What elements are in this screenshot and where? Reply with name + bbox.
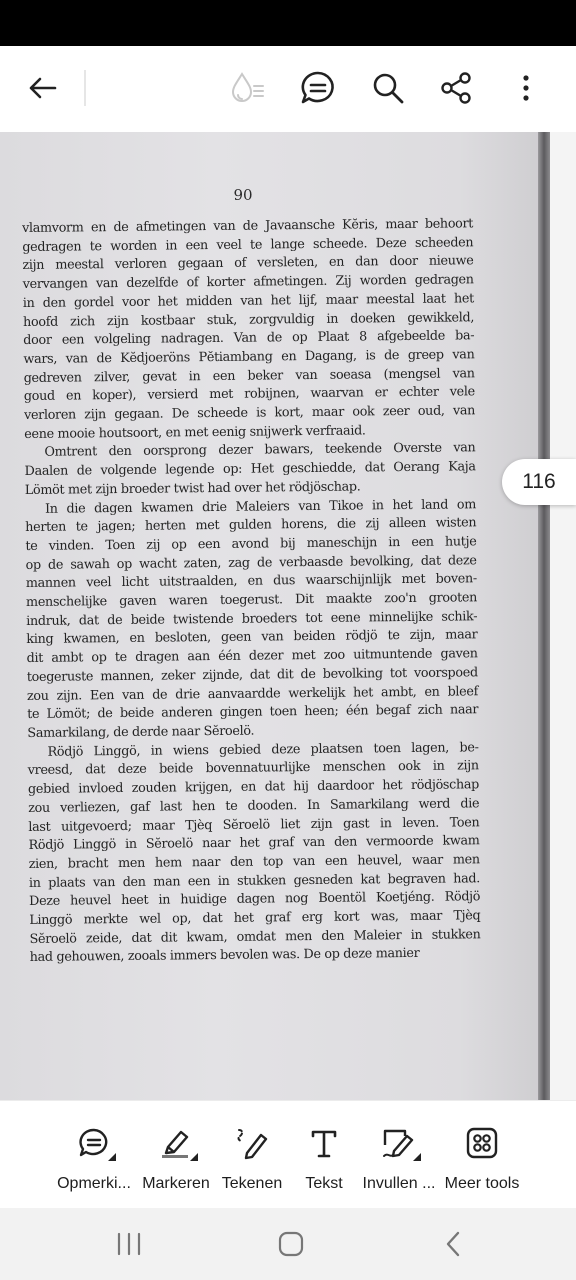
text-line: vreesd, dat deze beide bovennatuurlijke menschen ook in zijn xyxy=(27,758,479,779)
grid-tools-icon xyxy=(462,1123,502,1163)
text-line: vlamvorm en de afmetingen van de Javaansche Kĕris, maar behoort xyxy=(22,216,474,236)
text-line: had gehouwen, zooals immers bevolen was. De op deze manier xyxy=(29,946,420,966)
text-line: op de sawah op wacht zaten, zag de verbaasde bevolking, dat deze xyxy=(25,552,477,573)
menu-indicator xyxy=(413,1153,421,1161)
text-line: king kwamen, en besloten, geen van beiden rödjö te zijn, maar xyxy=(26,627,478,648)
toolbar-divider xyxy=(84,70,86,106)
liquid-mode-icon[interactable] xyxy=(226,66,270,110)
text-line: dit ambt op te dragen aan één dezer met zoo uitmuntende gaven xyxy=(26,646,478,667)
text-line: zou zijn. Een van de drie aanvaardde werkelijk het ambt, en bleef xyxy=(26,683,479,704)
text-line: in plaats van den man een in stukken gesneden kat begraven had. xyxy=(28,870,480,891)
text-line: Rödjö Linggö, in wiens gebied deze plaatsen toen lagen, be- xyxy=(47,739,479,760)
draw-pencil-icon xyxy=(232,1123,272,1163)
text-line: Samarkilang, de derde naar Sĕroelö. xyxy=(27,723,255,741)
system-nav-bar xyxy=(0,1208,576,1280)
tool-invullen[interactable] xyxy=(356,1101,442,1209)
text-line: Deze heuvel heet in huidige dagen nog Boentöl Koetjéng. Rödjö xyxy=(29,889,481,910)
top-toolbar xyxy=(0,46,576,132)
recent-apps-icon[interactable] xyxy=(104,1224,154,1264)
text-line: In die dagen kwamen drie Maleiers van Tikoe in het land om xyxy=(44,496,477,517)
text-line: zijn meestal verloren gegaan of versleten, en dan door nieuwe xyxy=(22,253,474,274)
text-line: gedreven zilver, gevat in een beker van soeasa (mengsel van xyxy=(23,365,475,386)
more-vertical-icon[interactable] xyxy=(504,66,548,110)
tool-label: Tekst xyxy=(305,1175,343,1192)
document-viewer[interactable] xyxy=(0,132,576,1100)
arrow-left-icon[interactable] xyxy=(20,66,64,110)
tool-meer-tools[interactable] xyxy=(440,1101,524,1209)
text-line: mannen veel licht uitstraalden, en dus waarschijnlijk met boven- xyxy=(25,571,477,592)
tool-tekenen[interactable] xyxy=(218,1101,286,1209)
tool-markeren[interactable] xyxy=(138,1101,214,1209)
page-indicator[interactable]: 116 xyxy=(502,459,576,505)
home-icon[interactable] xyxy=(266,1224,316,1264)
text-line: gedragen te worden in een veel te lange scheede. Deze scheeden xyxy=(22,234,474,255)
text-line: Sĕroelö zeide, dat dit kwam, omdat men den Maleier in stukken xyxy=(29,926,481,947)
tool-label: Tekenen xyxy=(221,1175,283,1192)
text-line: eene mooie houtsoort, en met eenig snijwerk verfraaid. xyxy=(24,423,366,442)
tool-label: Markeren xyxy=(142,1175,210,1192)
text-line: door een volgeling nadragen. Van de op Plaat 8 afgebeelde ba- xyxy=(23,328,475,349)
fill-sign-icon xyxy=(379,1123,419,1163)
text-line: goud en koper), versierd met robijnen, waarvan er echter vele xyxy=(23,384,475,405)
text-line: zien, bracht men hem naar den top van een heuvel, waar men xyxy=(28,852,480,872)
tool-label: Invullen ... xyxy=(362,1175,436,1192)
page-text xyxy=(22,215,481,968)
bottom-toolbar xyxy=(0,1100,576,1209)
text-line: last uitgevoerd; maar Tjèq Sĕroelö liet zijn gast in leven. Toen xyxy=(28,814,480,835)
text-line: gebied invloed zouden krijgen, en dat hij daardoor het rödjöschap xyxy=(27,777,480,798)
tool-opmerkingen[interactable] xyxy=(54,1101,134,1209)
text-line: wars, van de Kĕdjoeröns Pĕtiambang en Dagang, is de greep van xyxy=(23,347,475,367)
highlighter-icon xyxy=(156,1123,196,1163)
scanned-page xyxy=(0,132,540,1100)
text-line: herten te jagen; herten met gulden horens, die zij alleen wisten xyxy=(25,515,477,536)
text-line: zou verliezen, gaf last hen te dooden. In Samarkilang werd die xyxy=(28,796,480,816)
comment-icon[interactable] xyxy=(296,66,340,110)
page-number: 90 xyxy=(233,186,253,204)
text-line: Linggö merkte wel op, dat het graf erg kort was, maar Tjèq xyxy=(29,908,481,928)
tool-label: Meer tools xyxy=(444,1175,520,1192)
tool-label: Opmerki... xyxy=(57,1175,131,1192)
page-binding-edge xyxy=(538,132,550,1100)
status-bar xyxy=(0,0,576,46)
text-line: verloren zijn gegaan. De scheede is kort, maar ook zeer oud, van xyxy=(23,403,476,424)
text-line: te vinden. Toen zij op een avond bij maneschijn in een hutje xyxy=(25,534,477,554)
nav-back-icon[interactable] xyxy=(428,1224,478,1264)
tool-tekst[interactable] xyxy=(296,1101,352,1209)
text-line: Rödjö Linggö in Sĕroelö naar het graf van den vermoorde kwam xyxy=(28,833,480,854)
text-line: vervangen van dezelfde of korter afmetingen. Zij worden gedragen xyxy=(22,272,474,293)
text-line: in den gordel voor het midden van het lijf, maar meestal laat het xyxy=(22,291,474,311)
text-line: hoofd zich zijn kostbaar stuk, zorgvuldig in doeken gewikkeld, xyxy=(22,309,475,330)
text-line: menschelijke gaven waren toegerust. Dit maakte zoo'n grooten xyxy=(25,590,478,611)
text-t-icon xyxy=(304,1123,344,1163)
search-icon[interactable] xyxy=(366,66,410,110)
text-line: indruk, dat de beide twistende broeders tot eene minnelijke schik- xyxy=(26,609,478,629)
text-line: Daalen de volgende legende op: Het geschiedde, dat Oerang Kaja xyxy=(24,459,476,480)
menu-indicator xyxy=(108,1153,116,1161)
menu-indicator xyxy=(190,1153,198,1161)
text-line: Omtrent den oorsprong dezer bawars, teekende Overste van xyxy=(44,440,476,461)
text-line: toegeruste mannen, zeker zijnde, dat dit de bevolking tot voorspoed xyxy=(26,665,478,685)
share-icon[interactable] xyxy=(434,66,478,110)
text-line: te Lömöt; de beide anderen gingen toen heen; één begaf zich naar xyxy=(27,702,479,723)
comment-icon xyxy=(74,1123,114,1163)
page-margin xyxy=(550,132,576,1100)
text-line: Lömöt met zijn broeder twist had over het rödjöschap. xyxy=(24,479,361,498)
